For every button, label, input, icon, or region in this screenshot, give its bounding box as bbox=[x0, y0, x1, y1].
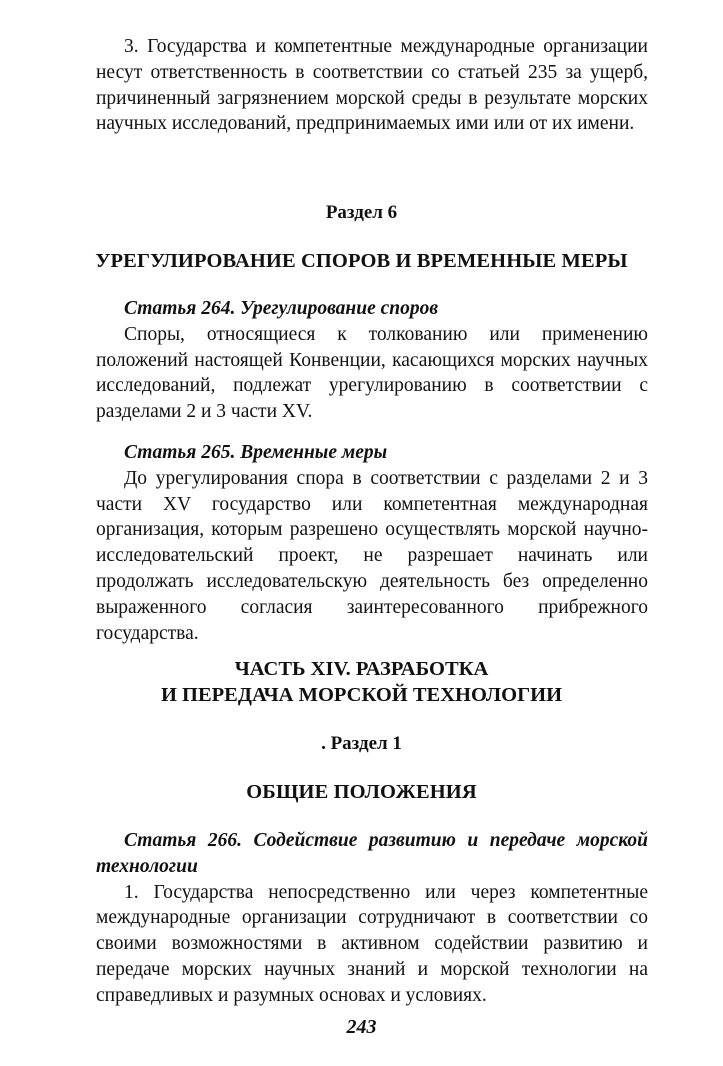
part-14-title-line2: И ПЕРЕДАЧА МОРСКОЙ ТЕХНОЛОГИИ bbox=[160, 684, 563, 706]
article-264-text: Споры, относящиеся к толкованию или применению положений настоящей Конвенции, касающихся морских научных исследований, подлежат урегулированию в соответствии с разделами 2 и 3 части XV. bbox=[96, 323, 648, 423]
article-266-text: 1. Государства непосредственно или через компетентные международные организации сотрудничают в соответствии со своими возможностями в активном содействии развитию и передаче морских научных знаний и морской технологии на справедливых и разумных основах и условиях. bbox=[96, 881, 648, 1006]
section-1-title: ОБЩИЕ ПОЛОЖЕНИЯ bbox=[246, 781, 477, 803]
part-14-title-line1: ЧАСТЬ XIV. РАЗРАБОТКА bbox=[234, 658, 489, 680]
paragraph-liability bbox=[96, 34, 648, 137]
section-1-label: . Раздел 1 bbox=[321, 733, 402, 754]
article-265-heading: Статья 265. Временные меры bbox=[124, 442, 388, 463]
part-14-title bbox=[0, 656, 723, 708]
page-number: 243 bbox=[346, 1016, 377, 1038]
article-265 bbox=[96, 440, 648, 646]
section-6-label: Раздел 6 bbox=[325, 202, 398, 223]
paragraph-text: 3. Государства и компетентные международные организации несут ответственность в соответствии со статьей 235 за ущерб, причиненный загрязнением морской среды в результате морских научных исследований, предпринимаемых ими или от их имени. bbox=[96, 36, 648, 135]
article-264 bbox=[96, 296, 648, 425]
article-266-heading: Статья 266. Содействие развитию и передаче морской технологии bbox=[96, 830, 648, 877]
article-264-heading: Статья 264. Урегулирование споров bbox=[124, 298, 439, 319]
article-266 bbox=[96, 828, 648, 1009]
section-6-title: УРЕГУЛИРОВАНИЕ СПОРОВ И ВРЕМЕННЫЕ МЕРЫ bbox=[95, 250, 628, 272]
article-265-text: До урегулирования спора в соответствии с разделами 2 и 3 части XV государство или компетентная международная организация, которым разрешено осуществлять морской научно-исследовательский проект, не разрешает начинать или продолжать исследовательскую деятельность без определенно выраженного согласия заинтересованного прибрежного государства. bbox=[96, 467, 648, 644]
